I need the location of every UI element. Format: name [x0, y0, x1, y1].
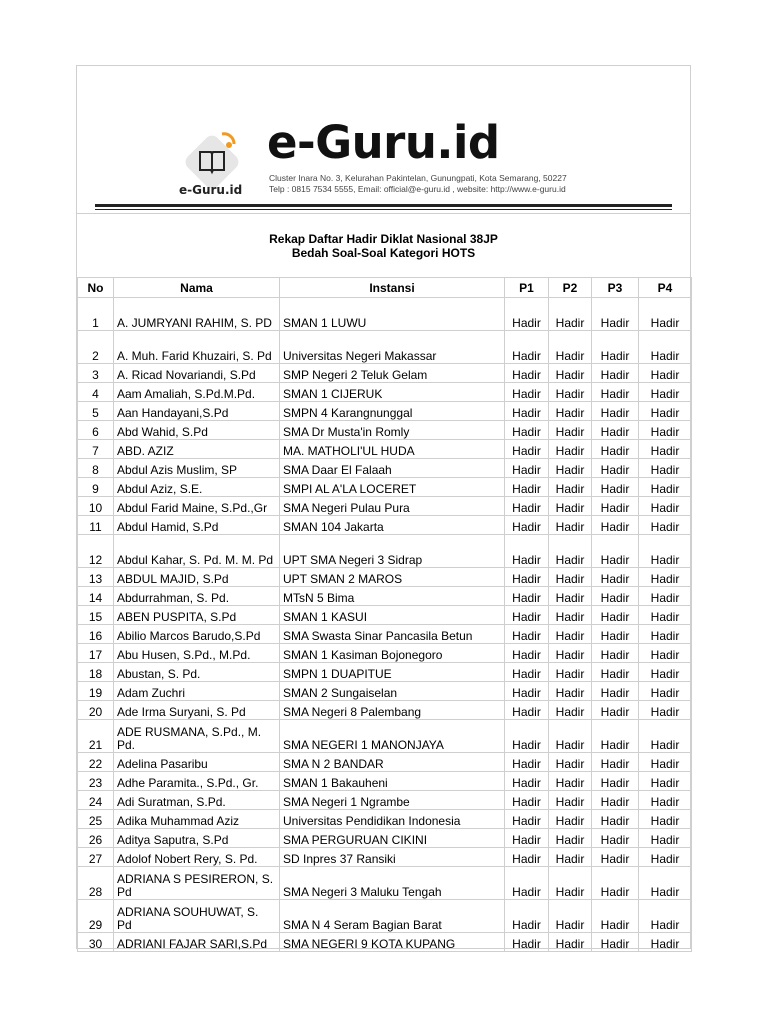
institution: SMAN 2 Sungaiselan	[280, 682, 505, 701]
attendance-p1: Hadir	[505, 753, 549, 772]
participant-name: Adam Zuchri	[114, 682, 280, 701]
row-number: 30	[78, 933, 114, 952]
attendance-p1: Hadir	[505, 606, 549, 625]
attendance-p3: Hadir	[592, 848, 639, 867]
attendance-p3: Hadir	[592, 720, 639, 753]
attendance-p4: Hadir	[639, 383, 692, 402]
institution: SMA NEGERI 1 MANONJAYA	[280, 720, 505, 753]
attendance-p1: Hadir	[505, 867, 549, 900]
attendance-p1: Hadir	[505, 900, 549, 933]
attendance-p4: Hadir	[639, 402, 692, 421]
table-row	[78, 829, 692, 848]
table-row	[78, 459, 692, 478]
participant-name: Aditya Saputra, S.Pd	[114, 829, 280, 848]
table-row	[78, 720, 692, 753]
table-row	[78, 535, 692, 568]
header-p1: P1	[505, 278, 549, 298]
attendance-p3: Hadir	[592, 383, 639, 402]
attendance-p2: Hadir	[549, 516, 592, 535]
attendance-p1: Hadir	[505, 568, 549, 587]
institution: Universitas Pendidikan Indonesia	[280, 810, 505, 829]
participant-name: Adi Suratman, S.Pd.	[114, 791, 280, 810]
institution: SMPI AL A'LA LOCERET	[280, 478, 505, 497]
table-row	[78, 644, 692, 663]
institution: SMPN 1 DUAPITUE	[280, 663, 505, 682]
row-number: 25	[78, 810, 114, 829]
address-block	[269, 173, 567, 195]
table-row	[78, 933, 692, 952]
attendance-p2: Hadir	[549, 810, 592, 829]
attendance-p1: Hadir	[505, 478, 549, 497]
attendance-p2: Hadir	[549, 421, 592, 440]
attendance-p3: Hadir	[592, 933, 639, 952]
participant-name: ABD. AZIZ	[114, 440, 280, 459]
institution: SD Inpres 37 Ransiki	[280, 848, 505, 867]
attendance-p3: Hadir	[592, 625, 639, 644]
table-row	[78, 701, 692, 720]
row-number: 6	[78, 421, 114, 440]
attendance-p1: Hadir	[505, 701, 549, 720]
attendance-p1: Hadir	[505, 331, 549, 364]
attendance-p1: Hadir	[505, 298, 549, 331]
attendance-p1: Hadir	[505, 440, 549, 459]
attendance-p4: Hadir	[639, 663, 692, 682]
attendance-p4: Hadir	[639, 440, 692, 459]
attendance-p4: Hadir	[639, 331, 692, 364]
participant-name: ADRIANA SOUHUWAT, S. Pd	[114, 900, 280, 933]
attendance-p4: Hadir	[639, 478, 692, 497]
attendance-p3: Hadir	[592, 298, 639, 331]
attendance-p3: Hadir	[592, 663, 639, 682]
institution: SMA Negeri 3 Maluku Tengah	[280, 867, 505, 900]
attendance-p3: Hadir	[592, 772, 639, 791]
row-number: 9	[78, 478, 114, 497]
attendance-p4: Hadir	[639, 625, 692, 644]
attendance-p1: Hadir	[505, 383, 549, 402]
header-nama: Nama	[114, 278, 280, 298]
attendance-p4: Hadir	[639, 867, 692, 900]
attendance-p1: Hadir	[505, 497, 549, 516]
table-row	[78, 791, 692, 810]
row-number: 15	[78, 606, 114, 625]
participant-name: A. Ricad Novariandi, S.Pd	[114, 364, 280, 383]
participant-name: Abdul Farid Maine, S.Pd.,Gr	[114, 497, 280, 516]
row-number: 19	[78, 682, 114, 701]
row-number: 8	[78, 459, 114, 478]
attendance-p1: Hadir	[505, 402, 549, 421]
table-header-row	[78, 278, 692, 298]
title-line-1: Rekap Daftar Hadir Diklat Nasional 38JP	[269, 232, 498, 246]
header-p3: P3	[592, 278, 639, 298]
attendance-p2: Hadir	[549, 663, 592, 682]
table-row	[78, 810, 692, 829]
institution: MTsN 5 Bima	[280, 587, 505, 606]
table-row	[78, 331, 692, 364]
institution: SMPN 4 Karangnunggal	[280, 402, 505, 421]
table-row	[78, 606, 692, 625]
letterhead	[77, 66, 690, 213]
institution: SMA Negeri 1 Ngrambe	[280, 791, 505, 810]
attendance-p3: Hadir	[592, 829, 639, 848]
table-row	[78, 625, 692, 644]
institution: SMA N 4 Seram Bagian Barat	[280, 900, 505, 933]
table-row	[78, 682, 692, 701]
attendance-p1: Hadir	[505, 535, 549, 568]
participant-name: Abd Wahid, S.Pd	[114, 421, 280, 440]
attendance-p3: Hadir	[592, 459, 639, 478]
table-row	[78, 478, 692, 497]
attendance-p3: Hadir	[592, 568, 639, 587]
header-p2: P2	[549, 278, 592, 298]
institution: SMAN 1 Bakauheni	[280, 772, 505, 791]
attendance-p4: Hadir	[639, 753, 692, 772]
institution: SMA NEGERI 9 KOTA KUPANG	[280, 933, 505, 952]
participant-name: Abdul Hamid, S.Pd	[114, 516, 280, 535]
institution: SMAN 1 LUWU	[280, 298, 505, 331]
attendance-p4: Hadir	[639, 682, 692, 701]
institution: SMA PERGURUAN CIKINI	[280, 829, 505, 848]
attendance-p2: Hadir	[549, 791, 592, 810]
attendance-p3: Hadir	[592, 516, 639, 535]
attendance-p3: Hadir	[592, 753, 639, 772]
institution: SMA Negeri Pulau Pura	[280, 497, 505, 516]
attendance-p4: Hadir	[639, 587, 692, 606]
row-number: 12	[78, 535, 114, 568]
row-number: 3	[78, 364, 114, 383]
row-number: 2	[78, 331, 114, 364]
attendance-p4: Hadir	[639, 829, 692, 848]
institution: SMA N 2 BANDAR	[280, 753, 505, 772]
attendance-p1: Hadir	[505, 772, 549, 791]
attendance-p2: Hadir	[549, 720, 592, 753]
attendance-p3: Hadir	[592, 364, 639, 383]
attendance-p4: Hadir	[639, 298, 692, 331]
attendance-p4: Hadir	[639, 364, 692, 383]
row-number: 14	[78, 587, 114, 606]
participant-name: Abdul Kahar, S. Pd. M. M. Pd	[114, 535, 280, 568]
attendance-p4: Hadir	[639, 459, 692, 478]
attendance-p2: Hadir	[549, 900, 592, 933]
header-separator	[77, 213, 690, 214]
table-row	[78, 402, 692, 421]
row-number: 18	[78, 663, 114, 682]
institution: SMAN 104 Jakarta	[280, 516, 505, 535]
attendance-p2: Hadir	[549, 867, 592, 900]
row-number: 13	[78, 568, 114, 587]
participant-name: ADE RUSMANA, S.Pd., M. Pd.	[114, 720, 280, 753]
attendance-p2: Hadir	[549, 829, 592, 848]
attendance-p2: Hadir	[549, 383, 592, 402]
attendance-p4: Hadir	[639, 497, 692, 516]
row-number: 29	[78, 900, 114, 933]
institution: SMAN 1 KASUI	[280, 606, 505, 625]
attendance-p3: Hadir	[592, 497, 639, 516]
attendance-p2: Hadir	[549, 440, 592, 459]
table-row	[78, 421, 692, 440]
brand-name: e-Guru.id	[267, 116, 500, 169]
institution: UPT SMAN 2 MAROS	[280, 568, 505, 587]
row-number: 28	[78, 867, 114, 900]
participant-name: Abdurrahman, S. Pd.	[114, 587, 280, 606]
participant-name: Abdul Aziz, S.E.	[114, 478, 280, 497]
institution: MA. MATHOLI'UL HUDA	[280, 440, 505, 459]
table-row	[78, 497, 692, 516]
attendance-p3: Hadir	[592, 331, 639, 364]
attendance-p3: Hadir	[592, 644, 639, 663]
attendance-p3: Hadir	[592, 900, 639, 933]
institution: SMAN 1 CIJERUK	[280, 383, 505, 402]
attendance-p3: Hadir	[592, 421, 639, 440]
attendance-p3: Hadir	[592, 587, 639, 606]
row-number: 5	[78, 402, 114, 421]
attendance-p1: Hadir	[505, 459, 549, 478]
header-rule-thick	[95, 204, 672, 207]
attendance-p1: Hadir	[505, 516, 549, 535]
attendance-p2: Hadir	[549, 625, 592, 644]
attendance-p4: Hadir	[639, 933, 692, 952]
attendance-p3: Hadir	[592, 478, 639, 497]
attendance-p2: Hadir	[549, 644, 592, 663]
attendance-p2: Hadir	[549, 331, 592, 364]
institution: SMA Daar El Falaah	[280, 459, 505, 478]
attendance-p2: Hadir	[549, 933, 592, 952]
attendance-p1: Hadir	[505, 364, 549, 383]
table-row	[78, 753, 692, 772]
attendance-p4: Hadir	[639, 772, 692, 791]
table-row	[78, 663, 692, 682]
participant-name: Abilio Marcos Barudo,S.Pd	[114, 625, 280, 644]
participant-name: Ade Irma Suryani, S. Pd	[114, 701, 280, 720]
participant-name: Abustan, S. Pd.	[114, 663, 280, 682]
attendance-p3: Hadir	[592, 402, 639, 421]
attendance-p1: Hadir	[505, 625, 549, 644]
attendance-p4: Hadir	[639, 644, 692, 663]
attendance-p4: Hadir	[639, 848, 692, 867]
participant-name: Aan Handayani,S.Pd	[114, 402, 280, 421]
attendance-p4: Hadir	[639, 720, 692, 753]
title-line-2: Bedah Soal-Soal Kategori HOTS	[291, 246, 476, 260]
row-number: 10	[78, 497, 114, 516]
row-number: 23	[78, 772, 114, 791]
table-row	[78, 900, 692, 933]
attendance-table	[77, 277, 692, 952]
attendance-p2: Hadir	[549, 772, 592, 791]
attendance-p1: Hadir	[505, 421, 549, 440]
row-number: 22	[78, 753, 114, 772]
attendance-p4: Hadir	[639, 568, 692, 587]
attendance-p2: Hadir	[549, 701, 592, 720]
participant-name: A. Muh. Farid Khuzairi, S. Pd	[114, 331, 280, 364]
table-row	[78, 772, 692, 791]
document-sheet	[76, 65, 691, 949]
document-title	[77, 232, 690, 260]
attendance-p2: Hadir	[549, 682, 592, 701]
header-rule-thin	[95, 209, 672, 210]
row-number: 4	[78, 383, 114, 402]
attendance-p4: Hadir	[639, 791, 692, 810]
table-row	[78, 587, 692, 606]
participant-name: Adhe Paramita., S.Pd., Gr.	[114, 772, 280, 791]
attendance-p4: Hadir	[639, 535, 692, 568]
participant-name: Abdul Azis Muslim, SP	[114, 459, 280, 478]
attendance-p4: Hadir	[639, 900, 692, 933]
attendance-p1: Hadir	[505, 720, 549, 753]
institution: SMAN 1 Kasiman Bojonegoro	[280, 644, 505, 663]
attendance-p1: Hadir	[505, 933, 549, 952]
participant-name: Adika Muhammad Aziz	[114, 810, 280, 829]
attendance-p4: Hadir	[639, 810, 692, 829]
attendance-p3: Hadir	[592, 810, 639, 829]
attendance-p3: Hadir	[592, 606, 639, 625]
attendance-p2: Hadir	[549, 402, 592, 421]
table-row	[78, 867, 692, 900]
table-row	[78, 364, 692, 383]
attendance-p2: Hadir	[549, 568, 592, 587]
table-row	[78, 298, 692, 331]
attendance-p1: Hadir	[505, 682, 549, 701]
attendance-p2: Hadir	[549, 364, 592, 383]
attendance-p2: Hadir	[549, 459, 592, 478]
attendance-p1: Hadir	[505, 587, 549, 606]
participant-name: Aam Amaliah, S.Pd.M.Pd.	[114, 383, 280, 402]
attendance-p4: Hadir	[639, 701, 692, 720]
attendance-p3: Hadir	[592, 701, 639, 720]
institution: SMA Dr Musta'in Romly	[280, 421, 505, 440]
attendance-p2: Hadir	[549, 497, 592, 516]
row-number: 20	[78, 701, 114, 720]
attendance-p2: Hadir	[549, 606, 592, 625]
attendance-p3: Hadir	[592, 791, 639, 810]
address-line: Cluster Inara No. 3, Kelurahan Pakintelan, Gunungpati, Kota Semarang, 50227	[269, 173, 567, 183]
table-row	[78, 383, 692, 402]
participant-name: A. JUMRYANI RAHIM, S. PD	[114, 298, 280, 331]
participant-name: ABEN PUSPITA, S.Pd	[114, 606, 280, 625]
row-number: 24	[78, 791, 114, 810]
attendance-p3: Hadir	[592, 535, 639, 568]
table-row	[78, 848, 692, 867]
participant-name: ADRIANA S PESIRERON, S. Pd	[114, 867, 280, 900]
attendance-p2: Hadir	[549, 298, 592, 331]
institution: UPT SMA Negeri 3 Sidrap	[280, 535, 505, 568]
attendance-p4: Hadir	[639, 421, 692, 440]
participant-name: ABDUL MAJID, S.Pd	[114, 568, 280, 587]
contact-line: Telp : 0815 7534 5555, Email: official@e-guru.id , website: http://www.e-guru.id	[269, 184, 566, 194]
attendance-p2: Hadir	[549, 478, 592, 497]
attendance-p1: Hadir	[505, 644, 549, 663]
attendance-p1: Hadir	[505, 848, 549, 867]
attendance-p2: Hadir	[549, 587, 592, 606]
institution: SMA Swasta Sinar Pancasila Betun	[280, 625, 505, 644]
row-number: 26	[78, 829, 114, 848]
attendance-p1: Hadir	[505, 829, 549, 848]
attendance-p1: Hadir	[505, 791, 549, 810]
attendance-p2: Hadir	[549, 848, 592, 867]
table-row	[78, 440, 692, 459]
attendance-p4: Hadir	[639, 516, 692, 535]
logo-caption: e-Guru.id	[179, 183, 243, 197]
attendance-p1: Hadir	[505, 810, 549, 829]
header-no: No	[78, 278, 114, 298]
attendance-p2: Hadir	[549, 535, 592, 568]
attendance-p3: Hadir	[592, 867, 639, 900]
attendance-p3: Hadir	[592, 682, 639, 701]
row-number: 1	[78, 298, 114, 331]
row-number: 16	[78, 625, 114, 644]
header-p4: P4	[639, 278, 692, 298]
row-number: 27	[78, 848, 114, 867]
attendance-p4: Hadir	[639, 606, 692, 625]
row-number: 11	[78, 516, 114, 535]
row-number: 17	[78, 644, 114, 663]
institution: SMA Negeri 8 Palembang	[280, 701, 505, 720]
row-number: 21	[78, 720, 114, 753]
participant-name: Abu Husen, S.Pd., M.Pd.	[114, 644, 280, 663]
table-row	[78, 568, 692, 587]
attendance-p3: Hadir	[592, 440, 639, 459]
institution: SMP Negeri 2 Teluk Gelam	[280, 364, 505, 383]
institution: Universitas Negeri Makassar	[280, 331, 505, 364]
table-row	[78, 516, 692, 535]
row-number: 7	[78, 440, 114, 459]
participant-name: Adelina Pasaribu	[114, 753, 280, 772]
attendance-p1: Hadir	[505, 663, 549, 682]
header-instansi: Instansi	[280, 278, 505, 298]
participant-name: ADRIANI FAJAR SARI,S.Pd	[114, 933, 280, 952]
attendance-p2: Hadir	[549, 753, 592, 772]
participant-name: Adolof Nobert Rery, S. Pd.	[114, 848, 280, 867]
